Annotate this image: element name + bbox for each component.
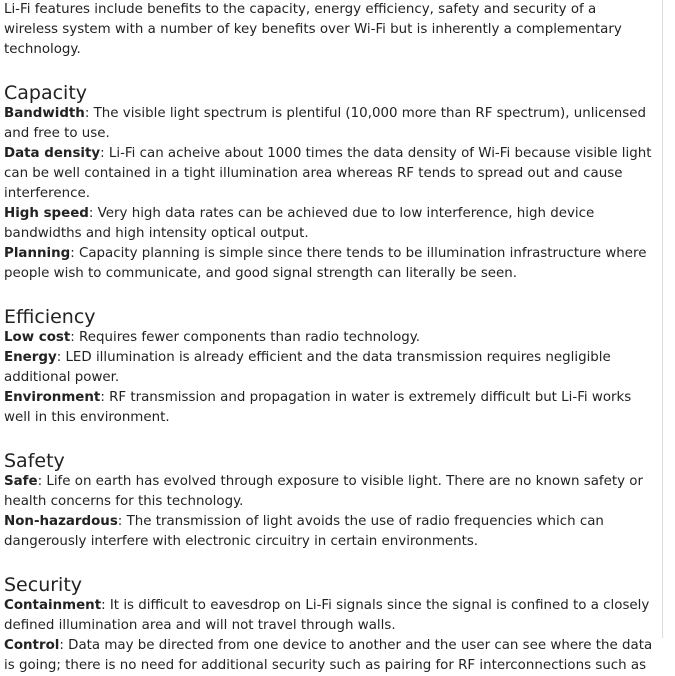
feature-item [4, 388, 654, 428]
right-edge-divider [662, 0, 675, 638]
feature-term: Low cost [4, 330, 71, 345]
section-title: Safety [4, 450, 65, 472]
feature-text: : Data may be directed from one device to another and the user can see where the data is going; there is no need for additional security such as pairing for RF interconnections such as [4, 638, 653, 673]
feature-term: High speed [4, 206, 89, 221]
feature-text: : LED illumination is already efficient and the data transmission requires negligible additional power. [4, 350, 611, 385]
feature-text: : Requires fewer components than radio technology. [70, 330, 421, 345]
feature-term: Safe [4, 474, 38, 489]
feature-item [4, 104, 654, 144]
feature-term: Containment [4, 598, 102, 613]
feature-text: : RF transmission and propagation in water is extremely difficult but Li-Fi works well in this environment. [4, 390, 632, 425]
intro-paragraph: Li-Fi features include benefits to the capacity, energy efficiency, safety and security of a wireless system with a number of key benefits over Wi-Fi but is inherently a complementary technology. [4, 2, 622, 57]
section-title: Security [4, 574, 83, 596]
feature-term: Control [4, 638, 60, 653]
feature-item [4, 596, 654, 636]
feature-item [4, 348, 654, 388]
feature-text: : Life on earth has evolved through exposure to visible light. There are no known safety or health concerns for this technology. [4, 474, 644, 509]
section-capacity [4, 82, 654, 284]
feature-item [4, 204, 654, 244]
section-security [4, 574, 654, 676]
feature-term: Planning [4, 246, 71, 261]
feature-text: : The visible light spectrum is plentiful (10,000 more than RF spectrum), unlicensed and free to use. [4, 106, 646, 141]
feature-term: Bandwidth [4, 106, 85, 121]
feature-term: Environment [4, 390, 101, 405]
section-safety [4, 450, 654, 552]
feature-term: Energy [4, 350, 57, 365]
feature-item [4, 512, 654, 552]
section-efficiency [4, 306, 654, 428]
feature-item [4, 636, 654, 676]
feature-item [4, 328, 654, 348]
section-title: Capacity [4, 82, 88, 104]
feature-item [4, 144, 654, 204]
feature-text: : Very high data rates can be achieved due to low interference, high device bandwidths and high intensity optical output. [4, 206, 595, 241]
feature-item [4, 472, 654, 512]
article-content [4, 0, 654, 676]
feature-term: Data density [4, 146, 101, 161]
section-title: Efficiency [4, 306, 96, 328]
feature-text: : The transmission of light avoids the use of radio frequencies which can dangerously interfere with electronic circuitry in certain environments. [4, 514, 604, 549]
feature-item [4, 244, 654, 284]
feature-term: Non-hazardous [4, 514, 118, 529]
feature-text: : It is difficult to eavesdrop on Li-Fi signals since the signal is confined to a closely defined illumination area and will not travel through walls. [4, 598, 650, 633]
feature-text: : Capacity planning is simple since there tends to be illumination infrastructure where people wish to communicate, and good signal strength can literally be seen. [4, 246, 647, 281]
feature-text: : Li-Fi can acheive about 1000 times the data density of Wi-Fi because visible light can be well contained in a tight illumination area whereas RF tends to spread out and cause interference. [4, 146, 652, 201]
